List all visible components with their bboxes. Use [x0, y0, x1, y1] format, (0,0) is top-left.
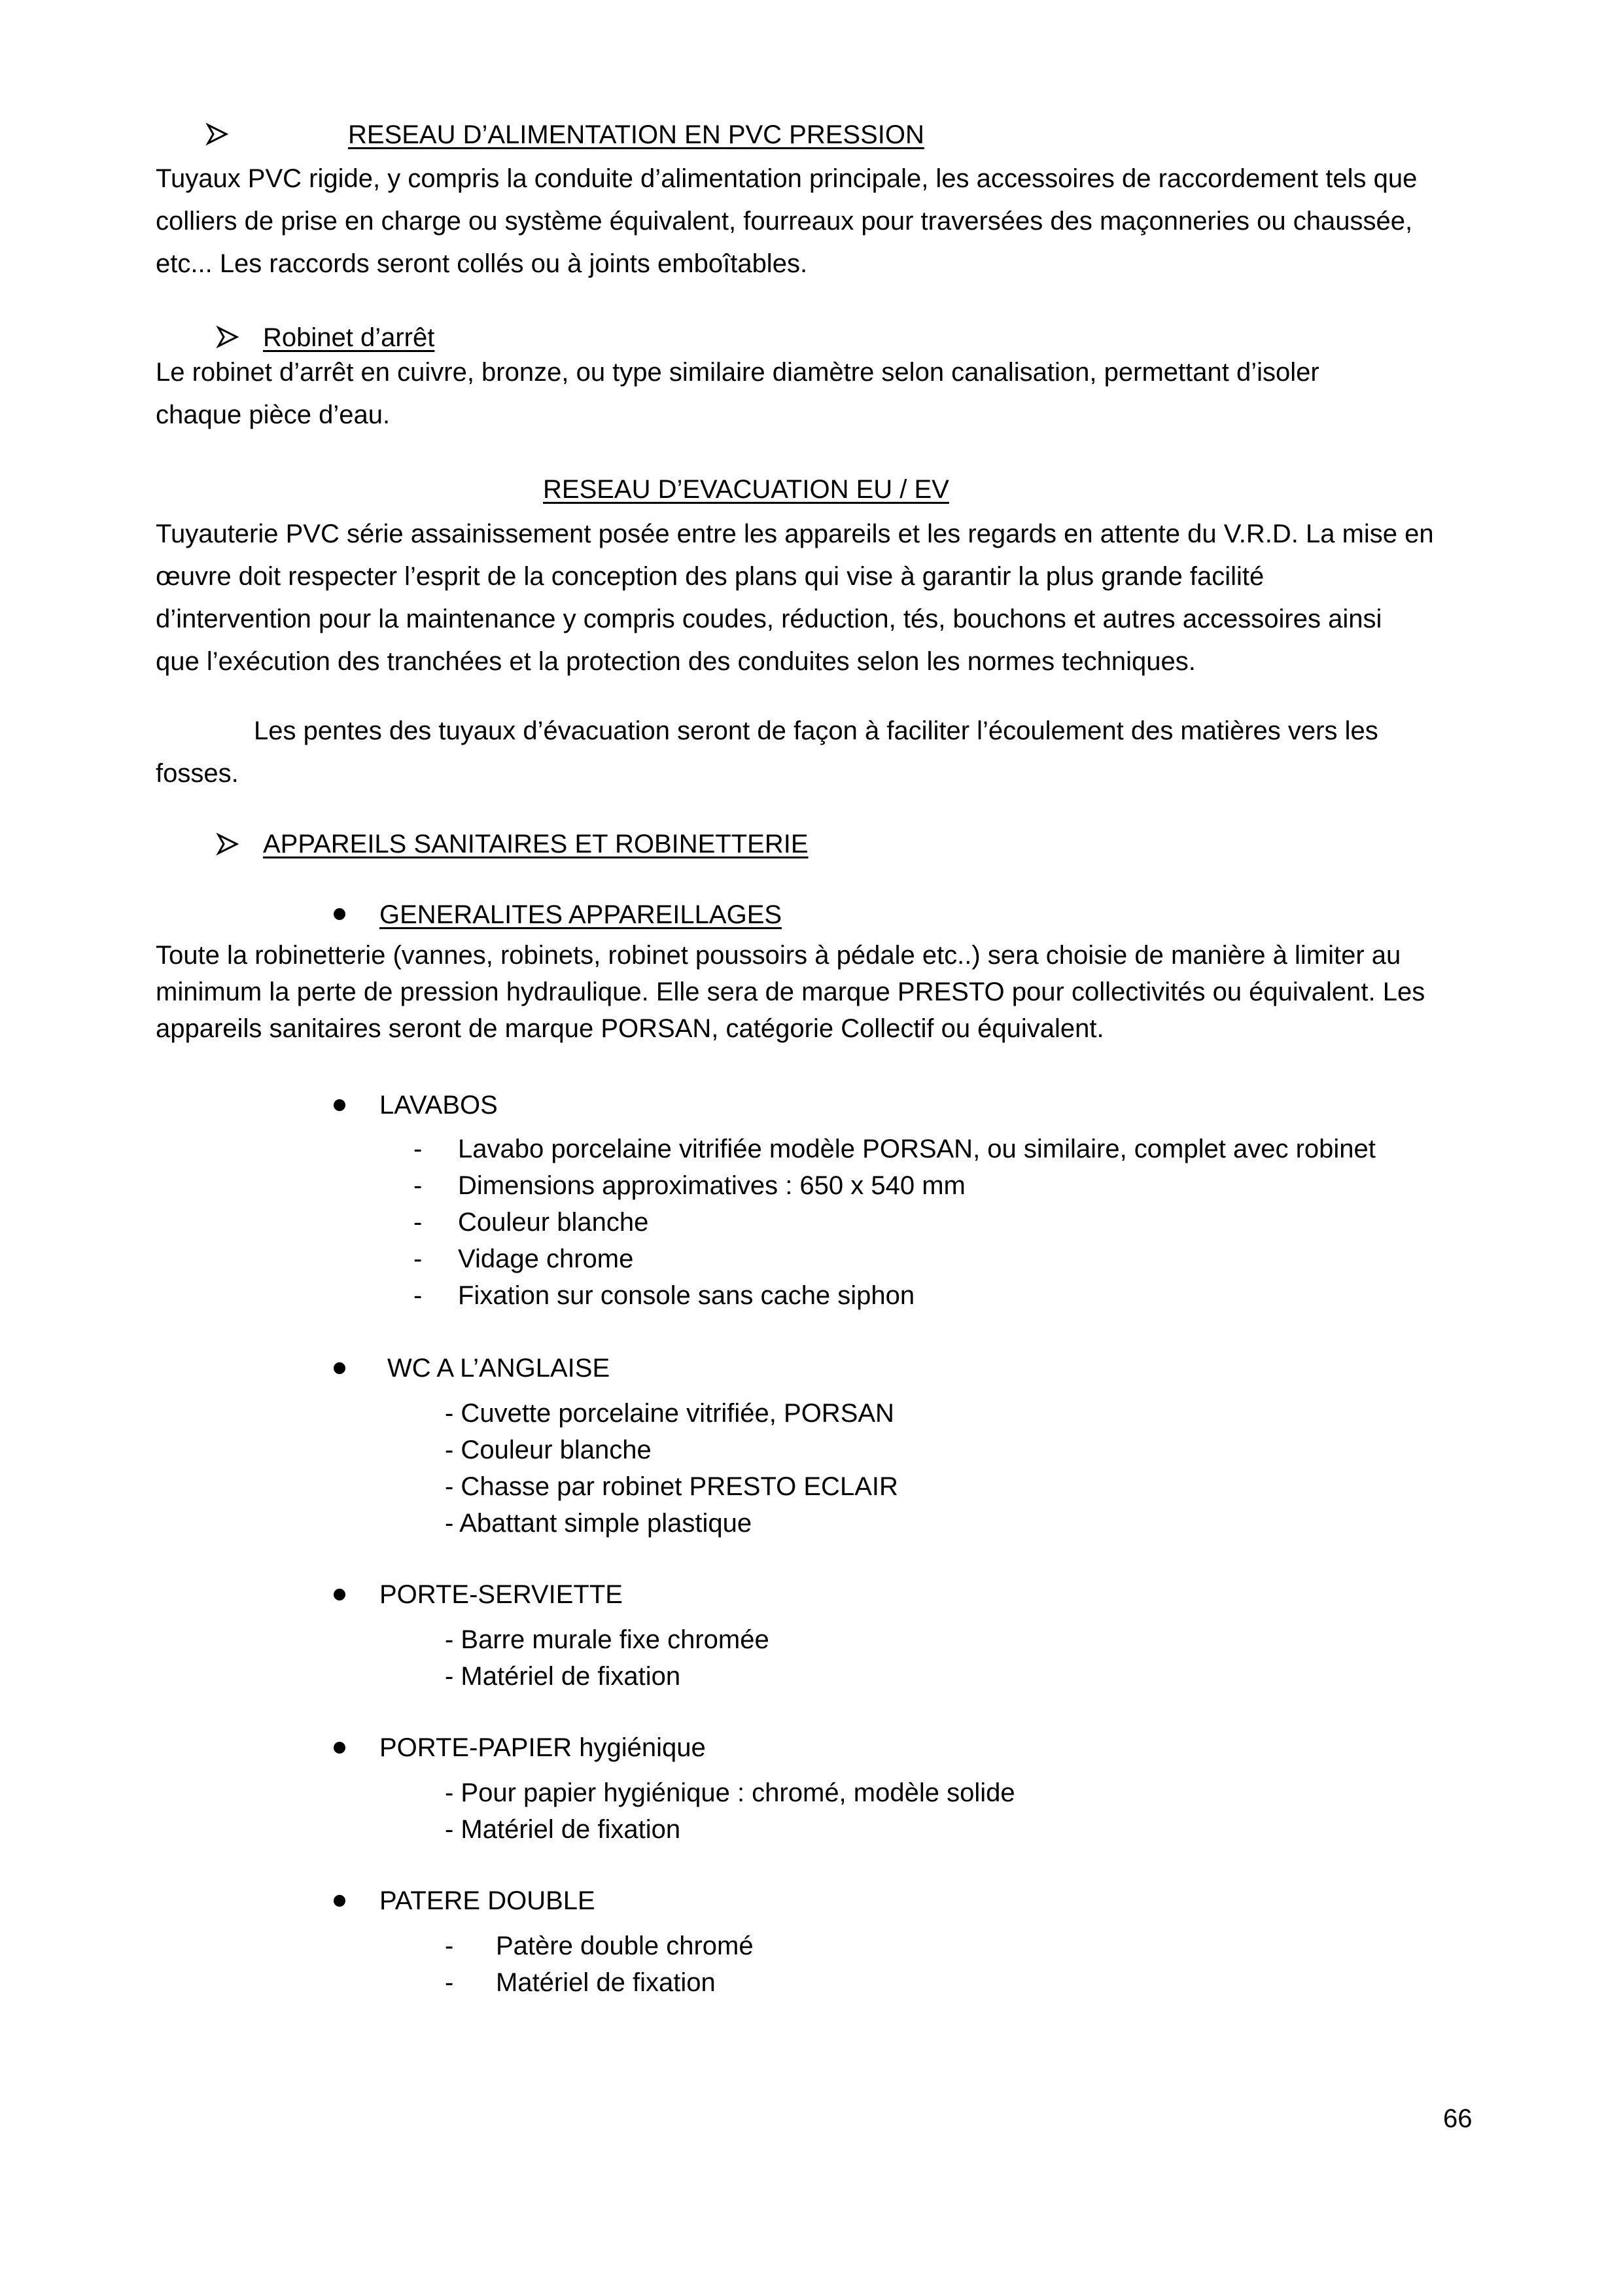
list-item: - Pour papier hygiénique : chromé, modèle solide: [445, 1778, 1015, 1807]
bullet-dot-icon: [334, 1895, 345, 1907]
dash-bullet: -: [413, 1281, 423, 1310]
list-item: - Barre murale fixe chromée: [445, 1625, 769, 1654]
list-item: - Matériel de fixation: [445, 1662, 681, 1691]
list-item: Lavabo porcelaine vitrifiée modèle PORSAN, ou similaire, complet avec robinet: [458, 1135, 1376, 1163]
list-item: - Couleur blanche: [445, 1436, 652, 1464]
list-title-porte-papier: PORTE-PAPIER hygiénique: [379, 1733, 706, 1762]
bullet-dot-icon: [334, 1099, 345, 1111]
arrow-bullet-icon: [215, 831, 241, 857]
paragraph-line: d’intervention pour la maintenance y compris coudes, réduction, tés, bouchons et autres accessoires ainsi: [156, 605, 1382, 633]
paragraph-line: fosses.: [156, 759, 239, 788]
list-item: Dimensions approximatives : 650 x 540 mm: [458, 1171, 966, 1200]
paragraph-line: minimum la perte de pression hydraulique. Elle sera de marque PRESTO pour collectivités ou équivalent. Les: [156, 978, 1425, 1006]
list-item: - Chasse par robinet PRESTO ECLAIR: [445, 1472, 898, 1501]
section-heading-pvc: RESEAU D’ALIMENTATION EN PVC PRESSION: [348, 120, 924, 149]
paragraph-line: chaque pièce d’eau.: [156, 400, 391, 429]
list-title-patere: PATERE DOUBLE: [379, 1886, 595, 1915]
paragraph-line: etc... Les raccords seront collés ou à joints emboîtables.: [156, 249, 808, 278]
paragraph-line: œuvre doit respecter l’esprit de la conception des plans qui vise à garantir la plus grande facilité: [156, 562, 1265, 591]
section-heading-sanitaires: APPAREILS SANITAIRES ET ROBINETTERIE: [263, 830, 809, 858]
paragraph-line: Tuyauterie PVC série assainissement posée entre les appareils et les regards en attente du V.R.D. La mise en: [156, 520, 1434, 548]
list-title-wc: WC A L’ANGLAISE: [387, 1354, 610, 1383]
arrow-bullet-icon: [215, 324, 241, 350]
dash-bullet: -: [413, 1245, 423, 1273]
dash-bullet: -: [445, 1968, 454, 1997]
bullet-dot-icon: [334, 1362, 345, 1374]
list-item: - Matériel de fixation: [445, 1815, 681, 1844]
section-heading-evacuation: RESEAU D’EVACUATION EU / EV: [543, 475, 949, 504]
paragraph-line: appareils sanitaires seront de marque PORSAN, catégorie Collectif ou équivalent.: [156, 1014, 1104, 1043]
paragraph-line: Les pentes des tuyaux d’évacuation seront de façon à faciliter l’écoulement des matières vers les: [254, 716, 1378, 745]
dash-bullet: -: [413, 1171, 423, 1200]
bullet-dot-icon: [334, 908, 345, 920]
list-item: Fixation sur console sans cache siphon: [458, 1281, 915, 1310]
bullet-dot-icon: [334, 1742, 345, 1754]
arrow-bullet-icon: [204, 121, 230, 147]
bullet-dot-icon: [334, 1589, 345, 1600]
paragraph-line: Le robinet d’arrêt en cuivre, bronze, ou type similaire diamètre selon canalisation, permettant d’isoler: [156, 358, 1319, 387]
list-item: - Abattant simple plastique: [445, 1509, 752, 1538]
list-item: Matériel de fixation: [496, 1968, 716, 1997]
list-item: Couleur blanche: [458, 1208, 649, 1237]
paragraph-line: Tuyaux PVC rigide, y compris la conduite d’alimentation principale, les accessoires de raccordement tels que: [156, 164, 1418, 193]
page-number: 66: [1443, 2104, 1473, 2133]
list-title-lavabos: LAVABOS: [379, 1091, 498, 1120]
paragraph-line: colliers de prise en charge ou système équivalent, fourreaux pour traversées des maçonneries ou chaussée,: [156, 207, 1413, 236]
list-item: - Cuvette porcelaine vitrifiée, PORSAN: [445, 1399, 894, 1428]
paragraph-line: que l’exécution des tranchées et la protection des conduites selon les normes techniques.: [156, 647, 1196, 676]
dash-bullet: -: [445, 1932, 454, 1960]
subheading-generalites: GENERALITES APPAREILLAGES: [379, 900, 782, 929]
paragraph-line: Toute la robinetterie (vannes, robinets, robinet poussoirs à pédale etc..) sera choisie de manière à limiter au: [156, 941, 1401, 970]
list-title-porte-serviette: PORTE-SERVIETTE: [379, 1580, 623, 1609]
list-item: Patère double chromé: [496, 1932, 754, 1960]
dash-bullet: -: [413, 1208, 423, 1237]
section-heading-robinet: Robinet d’arrêt: [263, 323, 435, 352]
dash-bullet: -: [413, 1135, 423, 1163]
list-item: Vidage chrome: [458, 1245, 634, 1273]
